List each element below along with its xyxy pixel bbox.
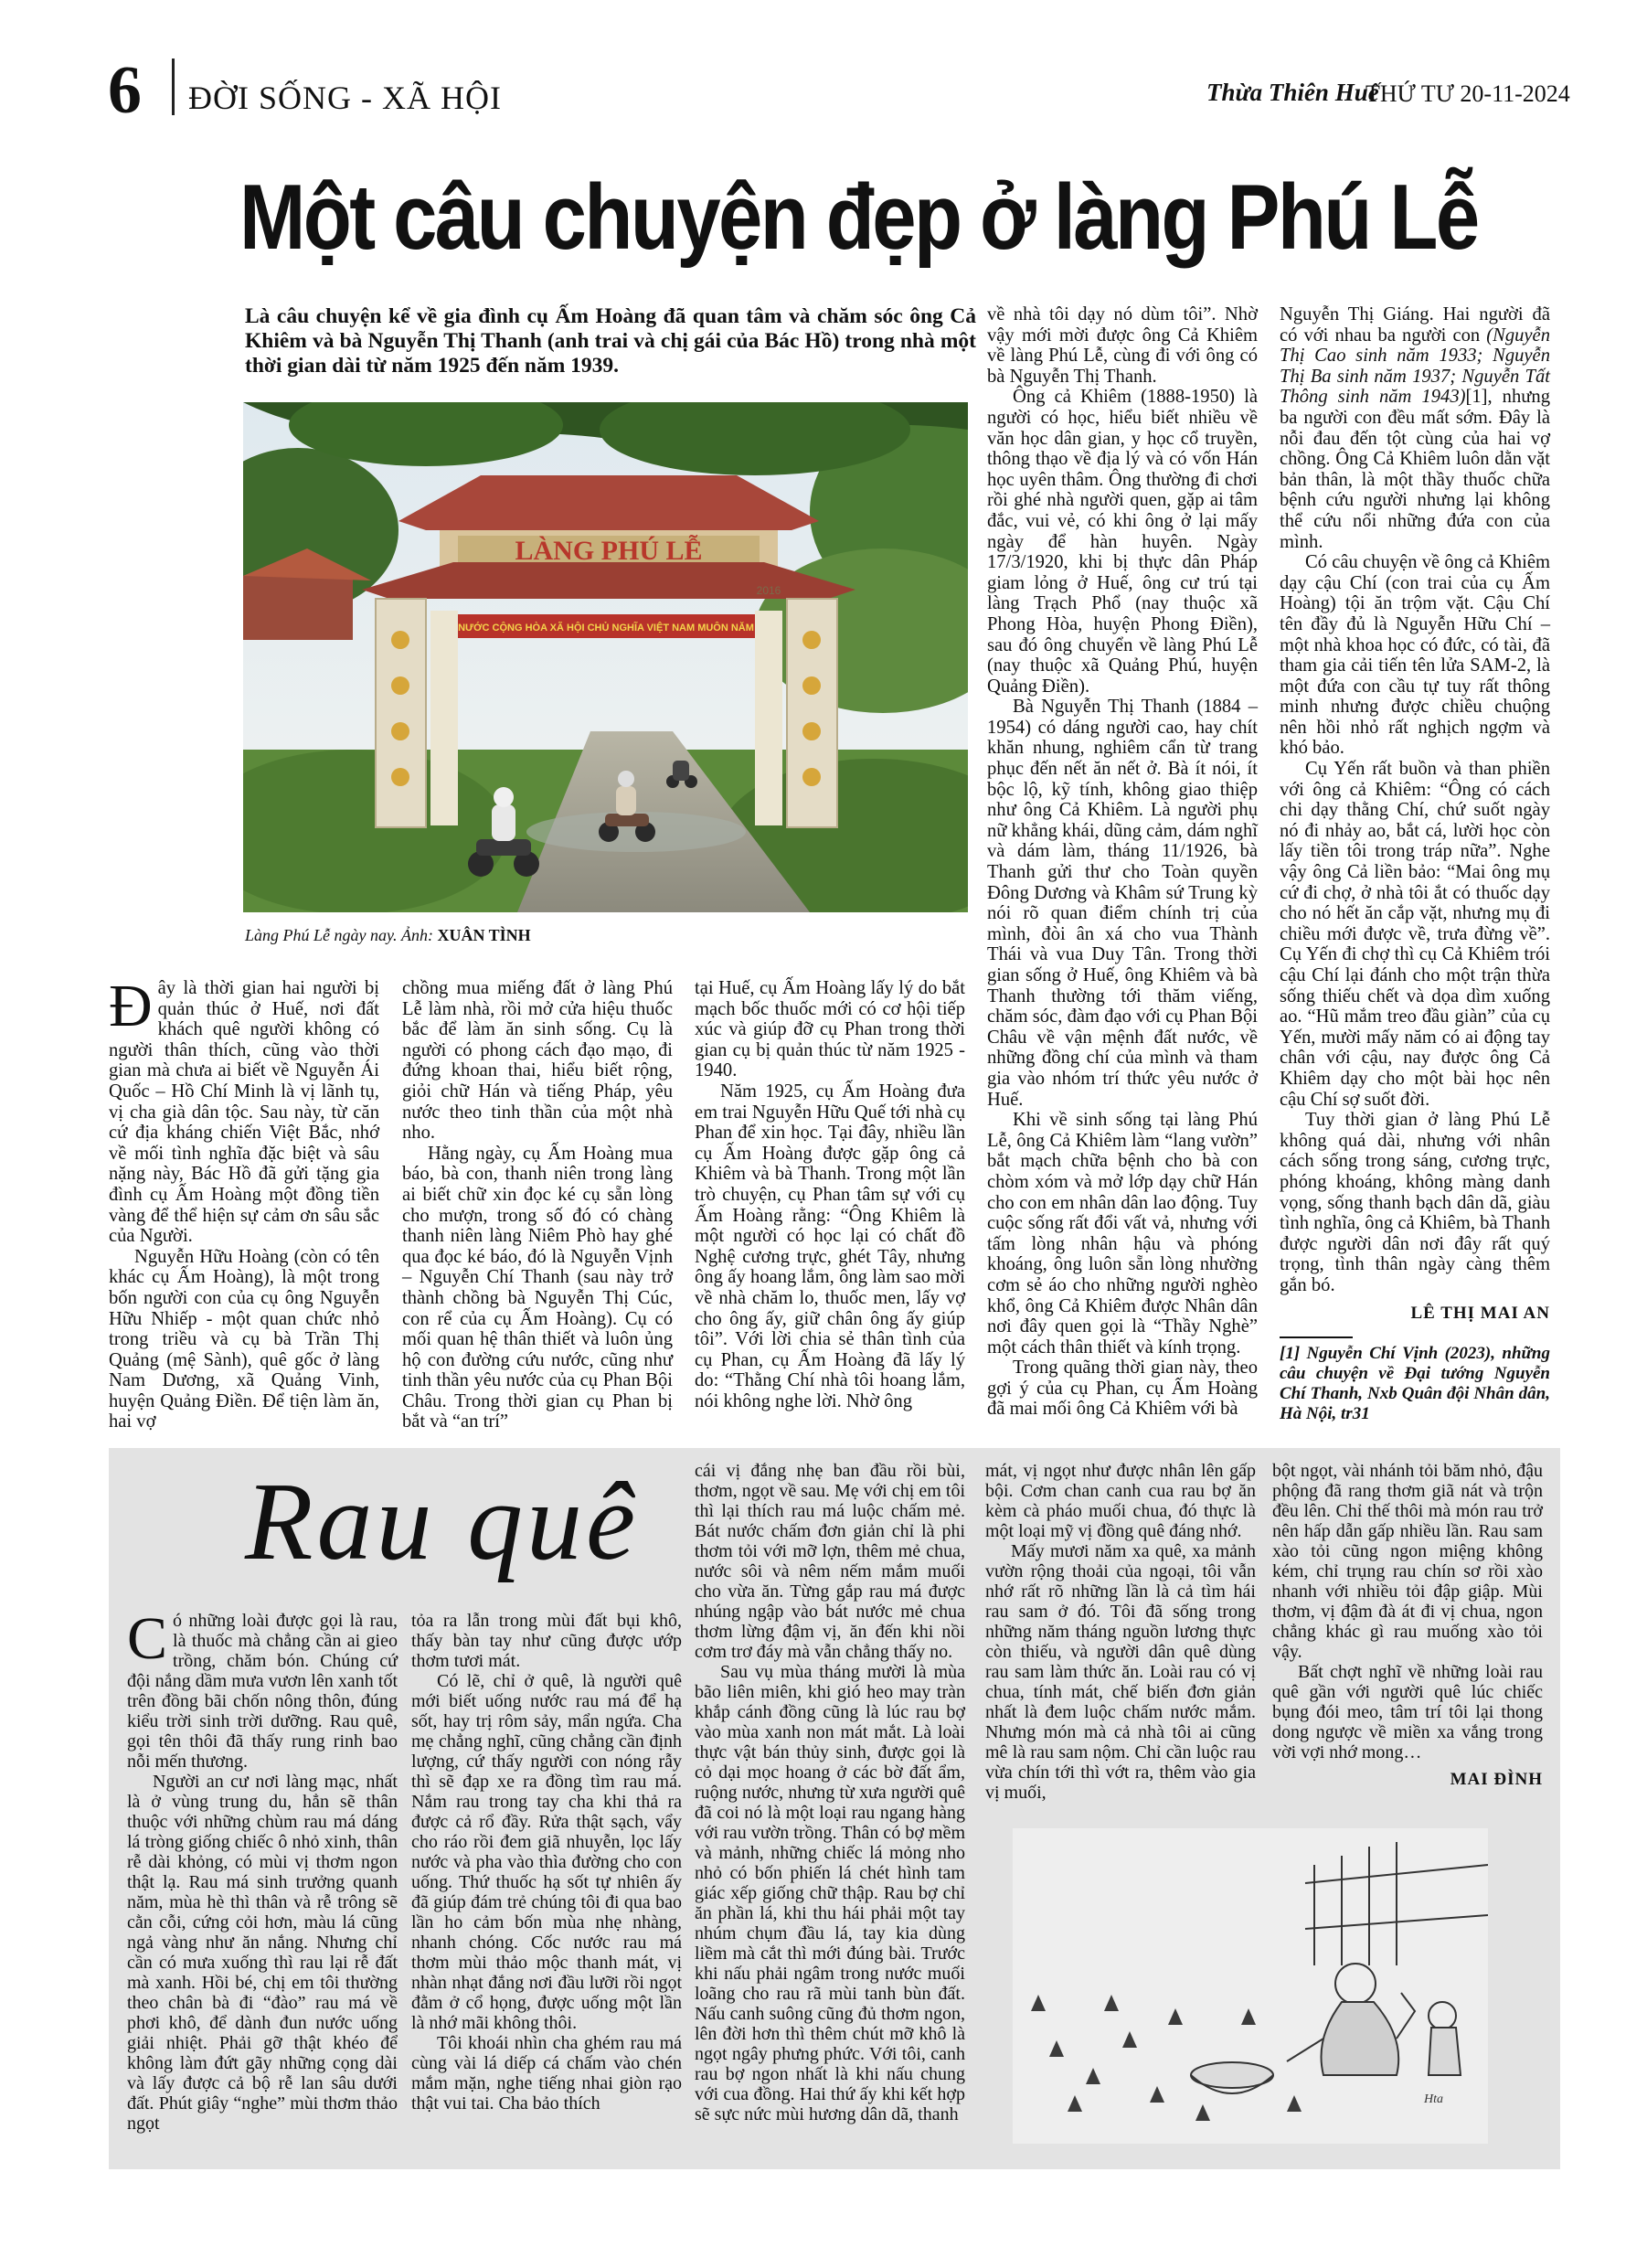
paragraph: Cụ Yến rất buồn và than phiền với ông cả Khiêm: “Ông có cách chi dạy thằng Chí, chứ suốt ngày nó đi nhảy ao, bắt cá, lười học còn lấy tiền tôi trong tráp nữa”. Nghe vậy ông Cả liền bảo: “Mai ông mụ cứ đi chợ, ở nhà tôi ắt có thuốc dạy cho nó hết ăn cắp vặt, nhưng mụ đi chiều mới được về, trưa đừng về”. Cụ Yến đi chợ thì cụ Cả Khiêm trói cậu Chí lại đánh cho một trận thừa sống thiếu chết và dọa dìm xuống ao. “Hũ mắm treo đầu giàn” của cụ Yến, mười mấy năm có ai động tay chân với cậu, nay được ông Cả Khiêm dạy cho một bài học nên cậu Chí sợ suốt đời. xyxy=(1280,759,1550,1110)
article2-column-3 xyxy=(695,1461,965,2124)
paragraph: Bất chợt nghĩ về những loài rau quê gần với người quê lúc chiếc bụng đói meo, tâm trí tôi lại thong dong ngược về miền xa vắng trong vời vợi nhớ mong… xyxy=(1272,1662,1543,1762)
paragraph: ây là thời gian hai người bị quản thúc ở Huế, nơi đất khách quê người không có người thân thích, cũng vào thời gian mà chưa ai biết về Nguyễn Ái Quốc – Hồ Chí Minh là vị lãnh tụ, vị cha già dân tộc. Sau này, từ căn cứ địa kháng chiến Việt Bắc, nhớ về mối tình nghĩa đặc biệt và sâu nặng này, Bác Hồ đã gửi tặng gia đình cụ Ấm Hoàng một đồng tiền vàng để thể hiện sự cảm ơn sâu sắc của Người. xyxy=(109,978,379,1247)
village-gate-photo xyxy=(243,402,968,912)
paragraph: cái vị đắng nhẹ ban đầu rồi bùi, thơm, ngọt về sau. Mẹ với chị em tôi thì lại thích rau má luộc chấm mẻ. Bát nước chấm đơn giản chỉ là phi thơm tỏi với mỡ lợn, thêm mẻ chua, nước sôi và nêm nếm mắm muối cho vừa ăn. Từng gắp rau má được nhúng ngập vào bát nước mẻ chua thơm lừng đậm vị, ăn đến khi nồi cơm trơ đáy mà vẫn chẳng thấy no. xyxy=(695,1461,965,1662)
paragraph: Sau vụ mùa tháng mười là mùa bão liên miên, khi gió heo may tràn khắp cánh đồng cũng là lúc rau bợ vào mùa xanh non mát mắt. Là loài thực vật bán thủy sinh, được gọi là cỏ dại mọc hoang ở các bờ đất ẩm, ruộng nước, nhưng từ xưa người quê đã coi nó là một loại rau ngang hàng với rau vườn trồng. Thân có bợ mềm và mảnh, những chiếc lá mỏng nho nhỏ có bốn phiến lá chét hình tam giác xếp giống chữ thập. Rau bợ chỉ ăn phần lá, khi thu hái phải một tay nhúm chụm đầu lá, tay kia dùng liềm mà cắt thì mới đúng bài. Trước khi nấu phải ngâm trong nước muối loãng cho rau rã mùi tanh bùn đất. Nấu canh suông cũng đủ thơm ngon, lên đời hơn thì thêm chút mỡ khô là ngọt ngây phưng phức. Với tôi, canh rau bợ ngon nhất là khi nấu chung với cua đồng. Hai thứ ấy khi kết hợp sẽ sực nức mùi hương dân dã, thanh xyxy=(695,1662,965,2124)
paragraph: Năm 1925, cụ Ấm Hoàng đưa em trai Nguyễn Hữu Quế tới nhà cụ Phan để xin học. Tại đây, nhiều lần cụ Ấm Hoàng được gặp ông cả Khiêm và bà Thanh. Trong một lần trò chuyện, cụ Phan tâm sự với cụ Ấm Hoàng rằng: “Ông Khiêm là một người có học lại có chất đồ Nghệ cương trực, ghét Tây, nhưng ông ấy hoang lắm, ông làm sao mời về nhà chăm lo, thuốc men, lấy vợ cho ông ấy, giữ chân ông ấy giúp tôi”. Với lời chia sẻ thân tình của cụ Phan, cụ Ấm Hoàng đã lấy lý do: “Thằng Chí nhà tôi hoang lắm, nói không nghe lời. Nhờ ông xyxy=(695,1081,965,1411)
article1-column-3 xyxy=(695,978,965,1411)
article-lead: Là câu chuyện kể về gia đình cụ Ấm Hoàng đã quan tâm và chăm sóc ông Cả Khiêm và bà Nguyễn Thị Thanh (anh trai và chị gái của Bác Hồ) trong nhà một thời gian dài từ năm 1925 đến năm 1939. xyxy=(245,304,976,378)
paragraph: Hằng ngày, cụ Ấm Hoàng mua báo, bà con, thanh niên trong làng ai biết chữ xin đọc ké cụ sẵn lòng cho mượn, trong số đó có chàng thanh niên làng Niêm Phò hay ghé qua đọc ké báo, đó là Nguyễn Vịnh – Nguyễn Chí Thanh (sau này trở thành chồng bà Nguyễn Thị Cúc, con rể của cụ Ấm Hoàng). Cụ có mối quan hệ thân thiết và luôn ủng hộ con đường cứu nước, cũng như tinh thần yêu nước của cụ Phan Bội Châu. Trong thời gian cụ Phan bị bắt và “an trí” xyxy=(402,1143,673,1432)
paragraph: Người an cư nơi làng mạc, nhất là ở vùng trung du, hẳn sẽ thân thuộc với những chùm rau má dáng lá tròng giống chiếc ô nhỏ xinh, thân rễ dài khỏng, có mùi vị thơm ngon thật lạ. Rau má sinh trưởng quanh năm, mùa hè thì thân và rễ trông sẽ cằn cỗi, cứng cỏi hơn, màu lá cũng ngả vàng như ăn nắng. Nhưng chỉ cần có mưa xuống thì rau lại rễ đất mà xanh. Hồi bé, chị em tôi thường theo chân bà đi “đào” rau má về phơi khô, để dành đun nước uống giải nhiệt. Phải gỡ thật khéo để không làm đứt gãy những cọng dài và lấy được cả bộ rễ lan sâu dưới đất. Phút giây “nghe” mùi thơm thảo ngọt xyxy=(127,1772,398,2134)
paragraph: Nguyễn Thị Giáng. Hai người đã có với nhau ba người con (Nguyễn Thị Cao sinh năm 1933; Nguyễn Thị Ba sinh năm 1937; Nguyễn Tất Thông sinh năm 1943)[1], nhưng ba người con đều mất sớm. Đây là nỗi đau đến tột cùng của hai vợ chồng. Ông Cả Khiêm luôn dằn vặt bản thân, là một thầy thuốc chữa bệnh cứu người nhưng lại không thể cứu nổi những đứa con của mình. xyxy=(1280,304,1550,552)
paragraph: tại Huế, cụ Ấm Hoàng lấy lý do bắt mạch bốc thuốc mới có cơ hội tiếp xúc và giúp đỡ cụ Phan trong thời gian cụ bị quản thúc từ năm 1925 - 1940. xyxy=(695,978,965,1081)
issue-date: THỨ TƯ 20-11-2024 xyxy=(1365,80,1570,107)
vegetable-picking-sketch xyxy=(1013,1828,1488,2144)
gate-banner-text: NƯỚC CỘNG HÒA XÃ HỘI CHỦ NGHĨA VIỆT NAM MUÔN NĂM xyxy=(458,623,754,634)
article2-column-5 xyxy=(1272,1461,1543,1790)
masthead-divider xyxy=(172,59,175,115)
article2-column-4 xyxy=(985,1461,1256,1803)
photo-caption xyxy=(245,926,531,945)
paragraph: Có lẽ, chỉ ở quê, là người quê mới biết uống nước rau má để hạ sốt, hay trị rôm sảy, mẩn ngứa. Cha mẹ chẳng nghĩ, cũng chẳng cần định lượng, cứ thấy người con nóng rẫy thì sẽ đạp xe ra đồng tìm rau má. Nắm rau trong tay cha khi thả ra được cả rổ đầy. Rửa thật sạch, vẩy cho ráo rồi đem giã nhuyễn, lọc lấy nước và pha vào thìa đường cho con uống. Thứ thuốc hạ sốt tự nhiên ấy đã giúp đám trẻ chúng tôi đi qua bao lần ho cảm bốn mùa nhẹ nhàng, nhanh chóng. Cốc nước rau má thơm mùi thảo mộc thanh mát, vị nhàn nhạt đắng nơi đầu lưỡi rồi ngọt đằm ở cổ họng, được uống một lần là nhớ mãi không thôi. xyxy=(411,1671,682,2033)
dropcap: Đ xyxy=(109,973,153,1039)
paragraph: Trong quãng thời gian này, theo gợi ý của cụ Phan, cụ Ấm Hoàng đã mai mối ông Cả Khiêm với bà xyxy=(987,1358,1258,1420)
paragraph: chồng mua miếng đất ở làng Phú Lễ làm nhà, rồi mở cửa hiệu thuốc bắc để làm ăn sinh sống. Cụ là người có phong cách đạo mạo, đi đứng khoan thai, hiểu biết rộng, giỏi chữ Hán và tiếng Pháp, yêu nước theo tinh thần của một nhà nho. xyxy=(402,978,673,1144)
sketch-signature: Hta xyxy=(1424,2092,1443,2106)
rau-que-title: Rau quê xyxy=(245,1460,640,1583)
paragraph: Tôi khoái nhìn cha ghém rau má cùng vài lá diếp cá chấm vào chén mắm mặn, nghe tiếng nhai giòn rạo thật vui tai. Cha bảo thích xyxy=(411,2033,682,2114)
village-gate-illustration xyxy=(243,402,968,912)
paragraph: tỏa ra lẫn trong mùi đất bụi khô, thấy bàn tay như cũng được ướp thơm tươi mát. xyxy=(411,1611,682,1671)
article1-column-1 xyxy=(109,973,379,1432)
article2-column-2 xyxy=(411,1611,682,2114)
section-title: ĐỜI SỐNG - XÃ HỘI xyxy=(188,80,502,116)
paragraph: Tuy thời gian ở làng Phú Lễ không quá dài, nhưng với nhân cách sống trong sáng, cương trực, phóng khoáng, không màng danh vọng, sống thanh bạch dân dã, giàu tình nghĩa, ông cả Khiêm, bà Thanh được người dân nơi đây rất quý trọng, tình thân ngày càng thêm gắn bó. xyxy=(1280,1110,1550,1295)
footnote: [1] Nguyễn Chí Vịnh (2023), những câu chuyện về Đại tướng Nguyễn Chí Thanh, Nxb Quân đội Nhân dân, Hà Nội, tr31 xyxy=(1280,1344,1550,1424)
article1-column-4 xyxy=(987,304,1258,1420)
article-headline: Một câu chuyện đẹp ở làng Phú Lễ xyxy=(239,166,1478,269)
article1-column-5 xyxy=(1280,304,1550,1424)
paragraph: về nhà tôi dạy nó dùm tôi”. Nhờ vậy mới mời được ông Cả Khiêm về làng Phú Lễ, cùng đi với ông có bà Nguyễn Thị Thanh. xyxy=(987,304,1258,387)
footnote-rule xyxy=(1280,1336,1353,1338)
caption-credit: XUÂN TÌNH xyxy=(437,926,531,944)
dropcap: C xyxy=(127,1605,168,1672)
sketch-illustration xyxy=(1013,1828,1488,2144)
author-signature: MAI ĐÌNH xyxy=(1450,1770,1543,1789)
newspaper-name: Thừa Thiên Huế xyxy=(1206,79,1379,106)
paragraph: mát, vị ngọt như được nhân lên gấp bội. Cơm chan canh cua rau bợ ăn kèm cà pháo muối chua, đó thực là một loại mỹ vị đồng quê đáng nhớ. xyxy=(985,1461,1256,1541)
author-signature: LÊ THỊ MAI AN xyxy=(1410,1303,1550,1323)
paragraph: ó những loài được gọi là rau, là thuốc mà chẳng cần ai gieo trồng, chăm bón. Chúng cứ đội nắng dầm mưa vươn lên xanh tốt trên đồng bãi chốn nông thôn, đúng kiểu trời sinh trời dưỡng. Rau quê, gọi tên thôi đã thấy rung rinh bao nỗi mến thương. xyxy=(127,1611,398,1772)
paragraph: bột ngọt, vài nhánh tỏi băm nhỏ, đậu phộng đã rang thơm giã nát và trộn đều lên. Chỉ thế thôi mà món rau trở nên hấp dẫn gấp nhiều lần. Rau sam xào tỏi cũng ngon miệng không kém, chỉ trụng rau chín sơ rồi xào nhanh với nhiều tỏi đập giập. Mùi thơm, vị đậm đà át đi vị chua, ngon chẳng khác gì rau muống xào tỏi vậy. xyxy=(1272,1461,1543,1662)
gate-sign-text: LÀNG PHÚ LỄ xyxy=(515,536,703,566)
caption-text: Làng Phú Lễ ngày nay. Ảnh: xyxy=(245,926,438,944)
gate-year-text: 2016 xyxy=(756,584,781,597)
article1-column-2 xyxy=(402,978,673,1432)
paragraph: Ông cả Khiêm (1888-1950) là người có học, hiểu biết nhiều về văn học dân gian, y học cổ truyền, thông thạo về địa lý và có vốn Hán học uyên thâm. Ông thường đi chơi rồi ghé nhà người quen, gặp ai tâm đắc, vui vẻ, có khi ông ở lại mấy ngày để hàn huyên. Ngày 17/3/1920, khi bị thực dân Pháp giam lỏng ở Huế, ông cư trú tại làng Trạch Phổ (nay thuộc xã Phong Hòa, huyện Phong Điền), sau đó ông chuyển về làng Phú Lễ (nay thuộc xã Quảng Phú, huyện Quảng Điền). xyxy=(987,387,1258,697)
paragraph: Khi về sinh sống tại làng Phú Lễ, ông Cả Khiêm làm “lang vườn” bắt mạch chữa bệnh cho bà con chòm xóm và mở lớp dạy chữ Hán cho con em nhân dân lao động. Tuy cuộc sống rất đổi vất vả, nhưng với tấm lòng nhân hậu và phóng khoáng, ông luôn sẵn lòng nhường cơm sẻ áo cho những người nghèo khổ, ông Cả Khiêm được Nhân dân nơi đây quen gọi là “Thầy Nghè” một cách thân thiết và kính trọng. xyxy=(987,1110,1258,1358)
paragraph: Nguyễn Hữu Hoàng (còn có tên khác cụ Ấm Hoàng), là một trong bốn người con của cụ ông Nguyễn Hữu Nhiếp - một quan chức nhỏ trong triều và cụ bà Trần Thị Quảng (mệ Sành), quê gốc ở làng Nam Dương, xã Quảng Vinh, huyện Quảng Điền. Để tiện làm ăn, hai vợ xyxy=(109,1246,379,1432)
page-number: 6 xyxy=(108,53,142,128)
paragraph: Có câu chuyện về ông cả Khiêm dạy cậu Chí (con trai của cụ Ấm Hoàng) tội ăn trộm vặt. Cậu Chí tên đầy đủ là Nguyễn Hữu Chí – một nhà khoa học có đức, có tài, đã tham gia cải tiến tên lửa SAM-2, là một đứa con cầu tự tuy rất thông minh nhưng được chiều chuộng nên hồi nhỏ rất nghịch ngợm và khó bảo. xyxy=(1280,552,1550,759)
paragraph: Mấy mươi năm xa quê, xa mảnh vườn rộng thoải của ngoại, tôi vẫn nhớ rất rõ những lần là cả tìm hái rau sam ở đó. Tôi đã sống trong những năm tháng nguồn lương thực còn thiếu, và người dân quê dùng rau sam làm thức ăn. Loài rau có vị chua, tính mát, chế biến đơn giản nhất là đem luộc chấm nước mắm. Nhưng món mà cả nhà tôi ai cũng mê là rau sam nộm. Chỉ cần luộc rau vừa chín tới thì vớt ra, thêm vào gia vị muối, xyxy=(985,1541,1256,1803)
paragraph: Bà Nguyễn Thị Thanh (1884 – 1954) có dáng người cao, hay chít khăn nhung, nghiêm cẩn từ trang phục đến nết ăn nết ở. Bà ít nói, ít bộc lộ, kỹ tính, không giao thiệp như ông Cả Khiêm. Là người phụ nữ khẳng khái, dũng cảm, dám nghĩ và dám làm, tháng 11/1926, bà Thanh gửi thư cho Toàn quyền Đông Dương và Khâm sứ Trung kỳ nói rõ quan điểm chính trị của mình, đòi ân xá cho vua Thành Thái và vua Duy Tân. Trong thời gian sống ở Huế, ông Khiêm và bà Thanh thường tới thăm viếng, chăm sóc, đàm đạo với cụ Phan Bội Châu về vận mệnh đất nước, về những đồng chí của mình và tham gia vào nhóm trí thức yêu nước ở Huế. xyxy=(987,697,1258,1110)
article2-column-1 xyxy=(127,1605,398,2134)
